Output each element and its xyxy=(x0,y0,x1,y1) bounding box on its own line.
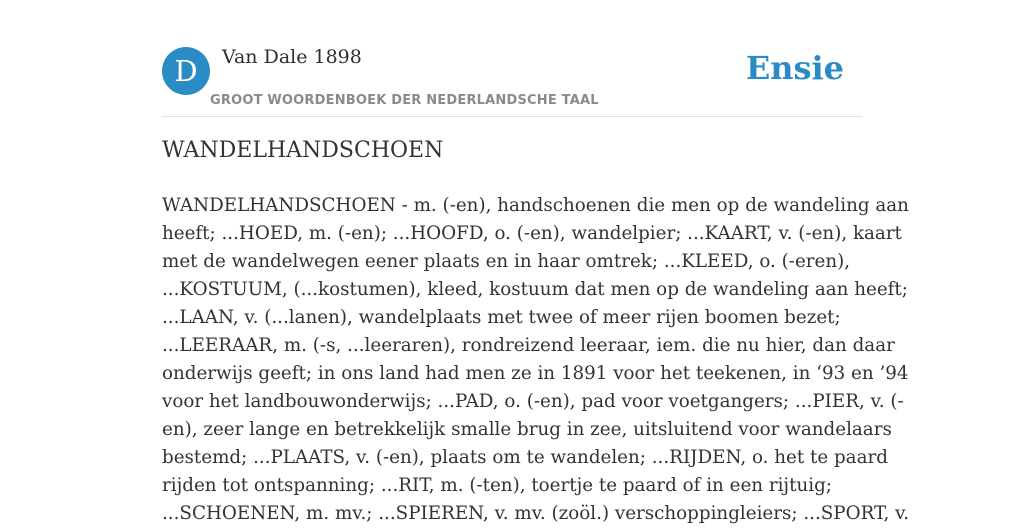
definition-line: WANDELHANDSCHOEN - m. (-en), handschoenen die men op de wandeling aan xyxy=(162,195,909,216)
definition-line: voor het landbouwonderwijs; ...PAD, o. (-en), pad voor voetgangers; ...PIER, v. (- xyxy=(162,391,904,412)
definition-line: ...KOSTUUM, (...kostumen), kleed, kostuum dat men op de wandeling aan heeft; xyxy=(162,279,908,300)
source-header xyxy=(162,40,862,117)
definition-line: ...LAAN, v. (...lanen), wandelplaats met twee of meer rijen boomen bezet; xyxy=(162,307,841,328)
definition-line: onderwijs geeft; in ons land had men ze in 1891 voor het teekenen, in ‘93 en ’94 xyxy=(162,363,909,384)
definition-line: heeft; ...HOED, m. (-en); ...HOOFD, o. (-en), wandelpier; ...KAART, v. (-en), kaart xyxy=(162,223,902,244)
definition-line: met de wandelwegen eener plaats en in haar omtrek; ...KLEED, o. (-eren), xyxy=(162,251,851,272)
source-title-link[interactable]: Van Dale 1898 xyxy=(222,46,362,68)
definition-line: bestemd; ...PLAATS, v. (-en), plaats om te wandelen; ...RIJDEN, o. het te paard xyxy=(162,447,888,468)
entry-definition xyxy=(162,192,910,528)
definition-line: en), zeer lange en betrekkelijk smalle brug in zee, uitsluitend voor wandelaars xyxy=(162,419,892,440)
definition-line: ...LEERAAR, m. (-s, ...leeraren), rondreizend leeraar, iem. die nu hier, dan daar xyxy=(162,335,895,356)
source-subtitle: GROOT WOORDENBOEK DER NEDERLANDSCHE TAAL xyxy=(210,93,599,108)
definition-line: rijden tot ontspanning; ...RIT, m. (-ten), toertje te paard of in een rijtuig; xyxy=(162,475,832,496)
source-avatar[interactable]: D xyxy=(162,47,210,95)
definition-line: ...SCHOENEN, m. mv.; ...SPIEREN, v. mv. (zoöl.) verschoppingleiers; ...SPORT, v. xyxy=(162,503,910,524)
ensie-logo-link[interactable]: Ensie xyxy=(745,49,844,87)
entry-headword: WANDELHANDSCHOEN xyxy=(162,138,444,163)
